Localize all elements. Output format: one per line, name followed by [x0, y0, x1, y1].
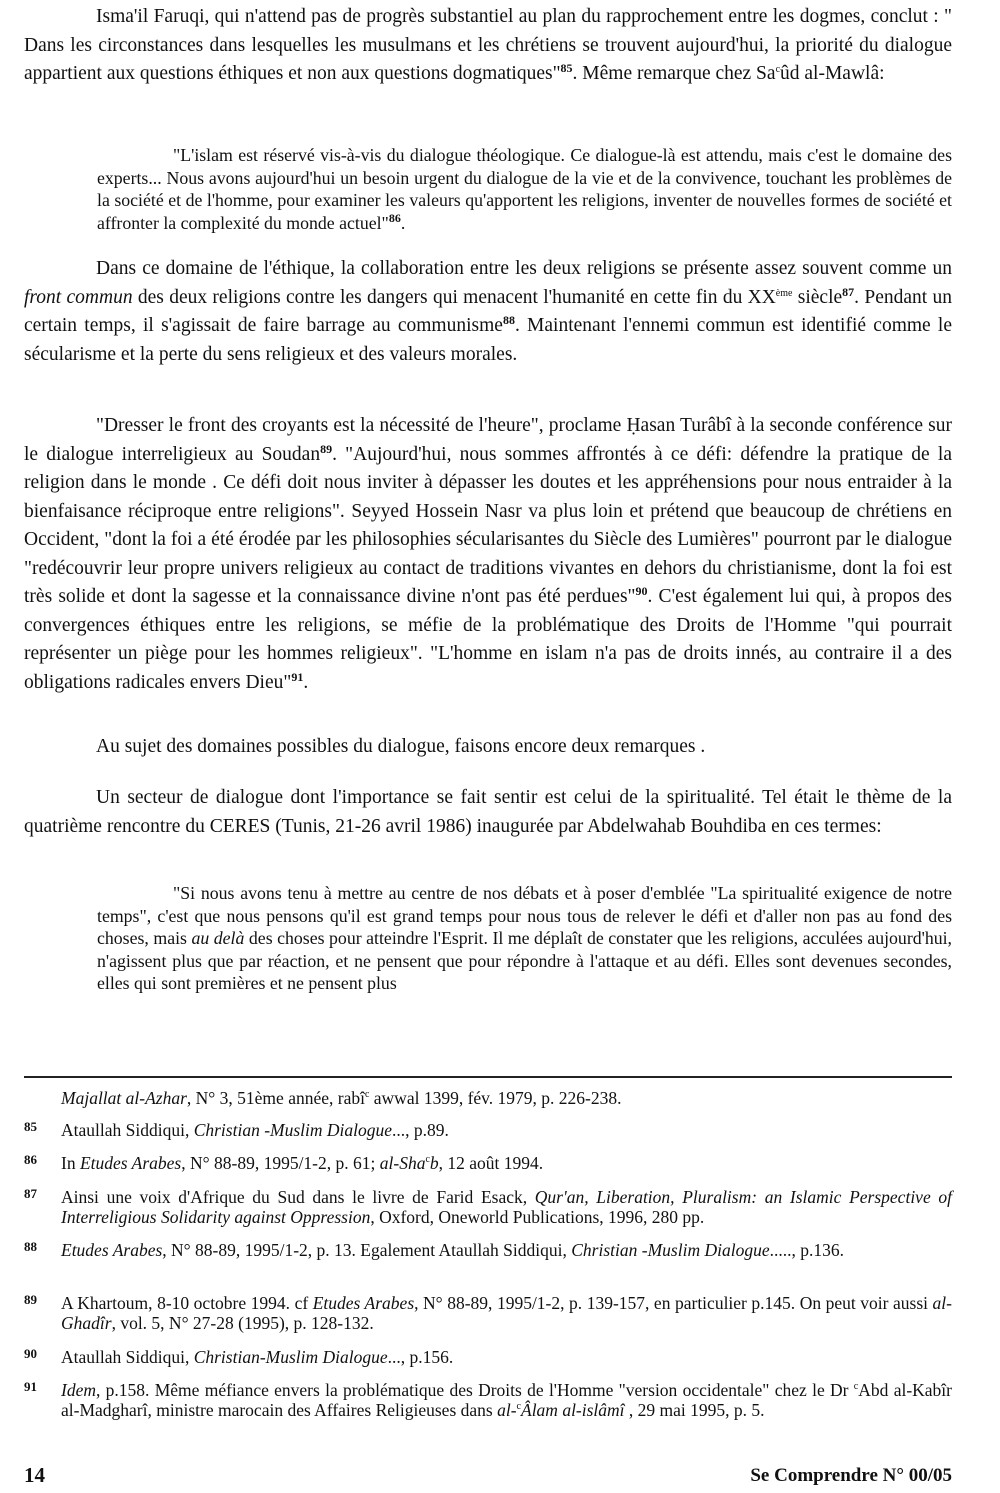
footnote-ref-90[interactable]: 90 [635, 584, 648, 598]
footnote-86: 86 In Etudes Arabes, N° 88-89, 1995/1-2, p. 61; al-Sha$^c$b, 12 août 1994. [24, 1152, 544, 1173]
footnote-91: 91 Idem, p.158. Même méfiance envers la problématique des Droits de l'Homme "version occidentale" chez le Dr $^c$Abd al-Kabîr al-Madgharî, ministre marocain des Affaires Religieuses dans al-$^c$Âlam al-islâmî , 29 mai 1995, p. 5. [24, 1379, 952, 1420]
paragraph-remarques: Au sujet des domaines possibles du dialogue, faisons encore deux remarques . [96, 736, 706, 757]
footnote-ref-91[interactable]: 91 [291, 669, 304, 684]
footnote-85: 85 Ataullah Siddiqui, Christian -Muslim Dialogue..., p.89. [24, 1119, 449, 1140]
journal-title: Se Comprendre N° 00/05 [750, 1465, 952, 1486]
paragraph-ethique: Dans ce domaine de l'éthique, la collaboration entre les deux religions se présente assez souvent comme un front commun des deux religions contre les dangers qui menacent l'humanité en cette fin du XXème siècle$^{87}$. Pendant un certain temps, il s'agissait de faire barrage au communisme$^{88}$. Maintenant l'ennemi commun est identifié comme le sécularisme et la perte du sens religieux et des valeurs morales. [24, 258, 952, 365]
footnote-separator [24, 1076, 952, 1078]
footnote-ref-85[interactable]: 85 [560, 61, 573, 75]
blockquote-bouhdiba: "Si nous avons tenu à mettre au centre de nos débats et à poser d'emblée "La spiritualité exigence de notre temps", c'est que nous pensons qu'il est grand temps pour nous tous de relever le défi et d'aller non pas au fond des choses, mais au delà des choses pour atteindre l'Esprit. Il me déplaît de constater que les religions, acculées aujourd'hui, n'agissent plus que par réaction, et ne pensent que pour répondre à l'attaque et au défi. Elles sont devenues secondes, elles qui sont premières et ne pensent plus [97, 883, 953, 993]
footnote-88: 88 Etudes Arabes, N° 88-89, 1995/1-2, p. 13. Egalement Ataullah Siddiqui, Christian -Muslim Dialogue....., p.136. [24, 1239, 844, 1260]
blockquote-mawla: "L'islam est réservé vis-à-vis du dialogue théologique. Ce dialogue-là est attendu, mais c'est le domaine des experts... Nous avons aujourd'hui un besoin urgent du dialogue de la vie et de la convivence, touchant les problèmes de la société et de l'homme, pour examiner les valeurs qu'apportent les religions, inventer de nouvelles formes de société et affronter la complexité du monde actuel"$^{86}$. [97, 145, 952, 233]
paragraph-turabi: "Dresser le front des croyants est la nécessité de l'heure", proclame Ḥasan Turâbî à la seconde conférence sur le dialogue interreligieux au Soudan$^{89}$. "Aujourd'hui, nous sommes affrontés à ce défi: défendre la pratique de la religion dans le monde . Ce défi doit nous inviter à dépasser les doutes et les appréhensions pour nous entraider à la bienfaisance réciproque entre religions". Seyyed Hossein Nasr va plus loin et prétend que beaucoup de chrétiens en Occident, "dont la foi a été érodée par les philosophies sécularisantes du Siècle des Lumières" pourront par le dialogue "redécouvrir leur propre univers religieux au contact de traditions vivantes en dehors du christianisme, dont la foi est très solide et dont la sagesse et la connaissance divine n'ont pas été perdues"$^{90}$. C'est également lui qui, à propos des convergences éthiques entre les religions, se méfie de la problématique des Droits de l'Homme "qui pourrait représenter un piège pour les hommes religieux". "L'homme en islam n'a pas de droits innés, au contraire il a des obligations radicales envers Dieu"$^{91}$. [24, 415, 952, 693]
footnote-87: 87 Ainsi une voix d'Afrique du Sud dans le livre de Farid Esack, Qur'an, Liberation, Pluralism: an Islamic Perspective of Interreligious Solidarity against Oppression, Oxford, Oneworld Publications, 1996, 280 pp. [24, 1186, 952, 1227]
paragraph-spiritualite: Un secteur de dialogue dont l'importance se fait sentir est celui de la spiritualité. Tel était le thème de la quatrième rencontre du CERES (Tunis, 21-26 avril 1986) inaugurée par Abdelwahab Bouhdiba en ces termes: [24, 787, 952, 837]
footnote-ref-87[interactable]: 87 [842, 284, 855, 299]
page-number: 14 [24, 1463, 45, 1487]
footnote-89: 89 A Khartoum, 8-10 octobre 1994. cf Etudes Arabes, N° 88-89, 1995/1-2, p. 139-157, en particulier p.145. On peut voir aussi al-Ghadîr, vol. 5, N° 27-28 (1995), p. 128-132. [24, 1292, 952, 1333]
footnote-ref-88[interactable]: 88 [502, 313, 515, 327]
footnote-ref-86[interactable]: 86 [388, 210, 401, 225]
footnote-ref-89[interactable]: 89 [320, 441, 333, 456]
paragraph-faruqi: Isma'il Faruqi, qui n'attend pas de progrès substantiel au plan du rapprochement entre les dogmes, conclut : " Dans les circonstances dans lesquelles les musulmans et les chrétiens se trouvent aujourd'hui, la priorité du dialogue appartient aux questions éthiques et non aux questions dogmatiques"$^{85}$. Même remarque chez Sa$^c$ûd al-Mawlâ: [24, 6, 952, 84]
footnote-90: 90 Ataullah Siddiqui, Christian-Muslim Dialogue..., p.156. [24, 1346, 454, 1367]
footnote-continuation: Majallat al-Azhar, N° 3, 51ème année, rabî$^c$ awwal 1399, fév. 1979, p. 226-238. [61, 1088, 622, 1108]
